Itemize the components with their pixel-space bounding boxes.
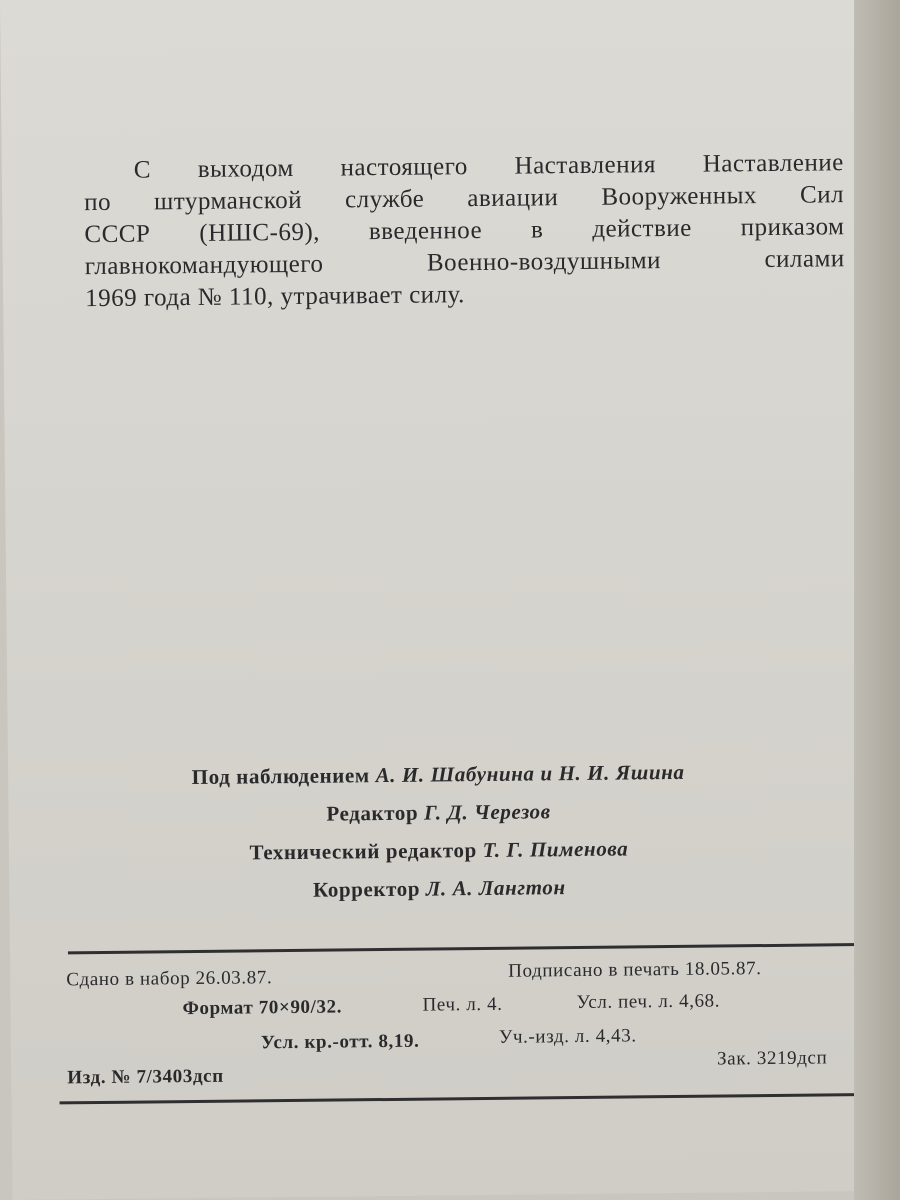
notice-word: СССР bbox=[84, 220, 151, 249]
imprint-format: Формат 70×90/32. bbox=[182, 996, 343, 1020]
credit-proofreader bbox=[9, 865, 869, 912]
imprint-edition-number: Изд. № 7/3403дсп bbox=[67, 1065, 224, 1089]
notice-word: штурманской bbox=[153, 186, 303, 216]
imprint-bottom-rule bbox=[60, 1093, 870, 1104]
notice-word: Наставление bbox=[702, 149, 844, 178]
notice-word: действие bbox=[592, 214, 692, 243]
imprint-top-rule bbox=[68, 943, 860, 954]
credit-label: Технический редактор bbox=[249, 838, 477, 865]
credit-name: Л. А. Лангтон bbox=[425, 875, 566, 901]
credit-name: А. И. Шабунина и Н. И. Яшина bbox=[375, 759, 685, 788]
imprint-order-number: Зак. 3219дсп bbox=[717, 1047, 828, 1070]
notice-word: службе bbox=[344, 185, 425, 214]
notice-word: Военно-воздушными bbox=[426, 247, 662, 277]
notice-paragraph bbox=[84, 147, 846, 315]
notice-word: выходом bbox=[197, 154, 294, 183]
imprint-cond-print-sheets: Усл. печ. л. 4,68. bbox=[576, 990, 721, 1014]
notice-word: по bbox=[83, 188, 112, 217]
credits-block bbox=[8, 751, 870, 912]
notice-word: 1969 года № 110, утрачивает силу. bbox=[84, 281, 465, 313]
credit-name: Г. Д. Черезов bbox=[423, 799, 551, 825]
notice-word: авиации bbox=[467, 184, 559, 213]
notice-word: С bbox=[133, 156, 152, 184]
notice-word: в bbox=[530, 216, 544, 244]
notice-word: Вооруженных bbox=[601, 182, 758, 211]
imprint-print-sheets: Печ. л. 4. bbox=[422, 993, 503, 1016]
imprint-signed-date: Подписано в печать 18.05.87. bbox=[508, 958, 762, 982]
notice-word: силами bbox=[764, 245, 845, 274]
notice-word: настоящего bbox=[340, 153, 468, 182]
imprint-typeset-date: Сдано в набор 26.03.87. bbox=[66, 967, 273, 991]
imprint-cond-color-prints: Усл. кр.-отт. 8,19. bbox=[260, 1030, 420, 1054]
imprint-edition-sheets: Уч.-изд. л. 4,43. bbox=[498, 1025, 637, 1048]
credit-label: Корректор bbox=[312, 876, 421, 902]
credit-label: Под наблюдением bbox=[191, 763, 370, 790]
notice-word: приказом bbox=[740, 213, 845, 242]
notice-word: (НШС-69), bbox=[199, 218, 321, 247]
notice-word: Сил bbox=[799, 181, 845, 209]
notice-word: введенное bbox=[368, 216, 483, 246]
notice-word: Наставления bbox=[514, 151, 657, 180]
credit-name: Т. Г. Пименова bbox=[482, 836, 629, 862]
credit-label: Редактор bbox=[326, 800, 419, 826]
notice-word: главнокомандующего bbox=[84, 250, 324, 281]
book-page-edge bbox=[854, 0, 900, 1200]
notice-line bbox=[85, 275, 845, 315]
